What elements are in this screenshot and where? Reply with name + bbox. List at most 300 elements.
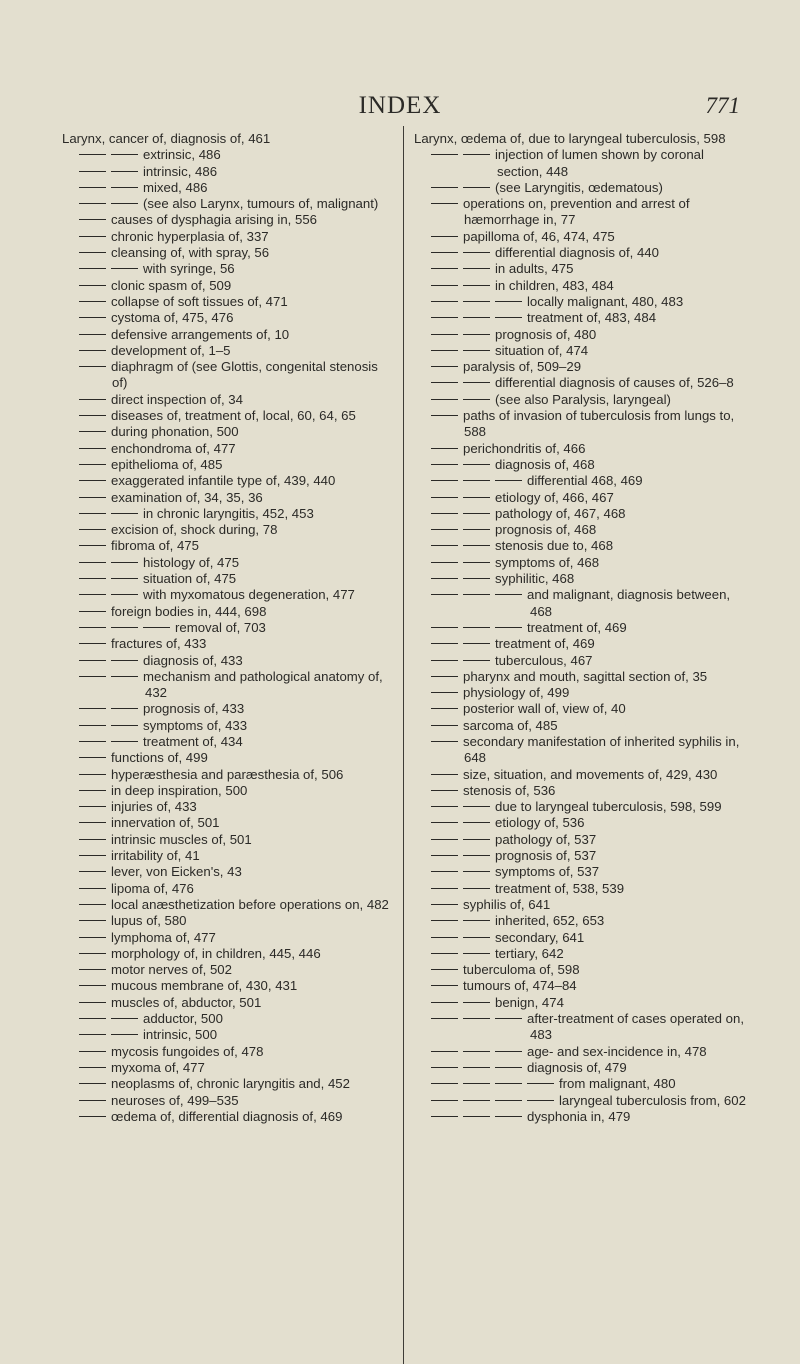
index-entry: [414, 783, 748, 799]
index-entry-text: in chronic laryngitis, 452, 453: [143, 505, 314, 521]
index-entry: [414, 1011, 748, 1044]
index-entry-text: intrinsic, 500: [143, 1027, 218, 1043]
index-entry-text: syphilitic, 468: [495, 571, 575, 587]
repeat-dash: [463, 334, 490, 335]
repeat-dash: [495, 1051, 522, 1052]
page-number: 771: [705, 93, 740, 118]
index-entry-text: stenosis of, 536: [463, 782, 556, 798]
index-entry-text: symptoms of, 468: [495, 554, 600, 570]
index-entry: [414, 327, 748, 343]
index-entry-text: symptoms of, 433: [143, 717, 248, 733]
index-entry-text: differential diagnosis of, 440: [495, 245, 659, 261]
repeat-dash: [463, 268, 490, 269]
index-entry-text: with syringe, 56: [143, 261, 235, 277]
repeat-dash: [463, 839, 490, 840]
index-entry-text: differential diagnosis of causes of, 526–8: [495, 375, 734, 391]
repeat-dash: [431, 822, 458, 823]
index-entry-text: etiology of, 536: [495, 815, 585, 831]
repeat-dash: [111, 725, 138, 726]
index-entry: [62, 261, 395, 277]
repeat-dash: [79, 1067, 106, 1068]
index-entry: [62, 815, 395, 831]
index-entry-text: during phonation, 500: [111, 424, 239, 440]
repeat-dash: [431, 334, 458, 335]
repeat-dash: [431, 660, 458, 661]
repeat-dash: [79, 350, 106, 351]
repeat-dash: [463, 937, 490, 938]
index-entry: [62, 1060, 395, 1076]
index-entry: [414, 294, 748, 310]
repeat-dash: [431, 154, 458, 155]
index-entry: [62, 995, 395, 1011]
repeat-dash: [463, 497, 490, 498]
index-entry: [414, 131, 748, 147]
index-entry: [414, 147, 748, 180]
repeat-dash: [431, 676, 458, 677]
repeat-dash: [495, 594, 522, 595]
index-entry: [414, 571, 748, 587]
index-entry-text: cleansing of, with spray, 56: [111, 245, 270, 261]
repeat-dash: [79, 236, 106, 237]
index-entry-text: pathology of, 537: [495, 831, 597, 847]
index-entry-text: mycosis fungoides of, 478: [111, 1043, 264, 1059]
repeat-dash: [79, 187, 106, 188]
repeat-dash: [79, 219, 106, 220]
repeat-dash: [79, 203, 106, 204]
repeat-dash: [79, 1116, 106, 1117]
index-entry: [414, 506, 748, 522]
index-entry: [62, 278, 395, 294]
repeat-dash: [431, 806, 458, 807]
repeat-dash: [79, 431, 106, 432]
repeat-dash: [431, 366, 458, 367]
page-title: INDEX: [358, 92, 442, 119]
repeat-dash: [431, 839, 458, 840]
index-entry-text: symptoms of, 537: [495, 864, 600, 880]
index-entry: [414, 408, 748, 441]
index-entry: [62, 441, 395, 457]
index-entry: [62, 881, 395, 897]
index-entry: [414, 848, 748, 864]
page-header: [0, 92, 800, 122]
repeat-dash: [79, 529, 106, 530]
repeat-dash: [79, 334, 106, 335]
index-entry: [62, 1044, 395, 1060]
index-entry: [414, 441, 748, 457]
index-entry-text: paralysis of, 509–29: [463, 359, 582, 375]
index-entry-text: paths of invasion of tuberculosis from lungs to, 588: [463, 408, 735, 440]
repeat-dash: [111, 708, 138, 709]
index-entry: [62, 978, 395, 994]
index-entry-text: (see also Paralysis, laryngeal): [495, 391, 671, 407]
index-entry: [414, 278, 748, 294]
repeat-dash: [111, 154, 138, 155]
index-entry: [414, 701, 748, 717]
repeat-dash: [79, 822, 106, 823]
index-entry: [62, 767, 395, 783]
index-entry-text: diagnosis of, 433: [143, 652, 243, 668]
index-entry: [62, 799, 395, 815]
index-entry-text: mucous membrane of, 430, 431: [111, 978, 298, 994]
index-entry-text: diseases of, treatment of, local, 60, 64, 65: [111, 408, 356, 424]
index-entry-text: injection of lumen shown by coronal section, 448: [495, 147, 704, 179]
index-entry: [414, 490, 748, 506]
index-entry: [62, 750, 395, 766]
repeat-dash: [431, 187, 458, 188]
repeat-dash: [463, 806, 490, 807]
index-entry: [414, 995, 748, 1011]
index-entry: [414, 261, 748, 277]
repeat-dash: [79, 806, 106, 807]
index-entry: [414, 946, 748, 962]
repeat-dash: [79, 562, 106, 563]
index-entry-text: development of, 1–5: [111, 342, 231, 358]
repeat-dash: [79, 1083, 106, 1084]
repeat-dash: [79, 708, 106, 709]
repeat-dash: [79, 839, 106, 840]
column-divider: [403, 126, 404, 1364]
index-entry-text: prognosis of, 468: [495, 522, 597, 538]
index-entry-text: from malignant, 480: [559, 1076, 676, 1092]
repeat-dash: [79, 855, 106, 856]
repeat-dash: [79, 888, 106, 889]
index-entry-text: pathology of, 467, 468: [495, 505, 626, 521]
index-entry: [414, 620, 748, 636]
repeat-dash: [79, 757, 106, 758]
repeat-dash: [431, 741, 458, 742]
index-entry-text: tuberculous, 467: [495, 652, 593, 668]
repeat-dash: [143, 627, 170, 628]
repeat-dash: [463, 154, 490, 155]
index-entry: [414, 669, 748, 685]
index-entry: [62, 164, 395, 180]
repeat-dash: [431, 1051, 458, 1052]
index-entry-text: perichondritis of, 466: [463, 440, 586, 456]
index-entry-text: extrinsic, 486: [143, 147, 221, 163]
repeat-dash: [431, 855, 458, 856]
index-entry-text: clonic spasm of, 509: [111, 277, 232, 293]
repeat-dash: [431, 708, 458, 709]
index-entry-text: dysphonia in, 479: [527, 1108, 631, 1124]
index-entry-text: treatment of, 483, 484: [527, 310, 657, 326]
index-entry-text: lever, von Eicken's, 43: [111, 864, 242, 880]
index-entry-text: adductor, 500: [143, 1011, 223, 1027]
repeat-dash: [79, 399, 106, 400]
repeat-dash: [79, 660, 106, 661]
repeat-dash: [431, 562, 458, 563]
repeat-dash: [463, 464, 490, 465]
index-entry-text: locally malignant, 480, 483: [527, 293, 684, 309]
repeat-dash: [463, 562, 490, 563]
index-entry: [414, 897, 748, 913]
repeat-dash: [79, 1034, 106, 1035]
index-entry: [62, 229, 395, 245]
repeat-dash: [431, 545, 458, 546]
repeat-dash: [111, 1034, 138, 1035]
repeat-dash: [431, 236, 458, 237]
repeat-dash: [111, 562, 138, 563]
repeat-dash: [431, 969, 458, 970]
repeat-dash: [463, 350, 490, 351]
index-entry-text: morphology of, in children, 445, 446: [111, 945, 321, 961]
index-entry: [62, 180, 395, 196]
index-entry-text: exaggerated infantile type of, 439, 440: [111, 473, 336, 489]
index-entry-text: in adults, 475: [495, 261, 574, 277]
repeat-dash: [431, 1083, 458, 1084]
index-entry-text: direct inspection of, 34: [111, 391, 243, 407]
index-entry-text: stenosis due to, 468: [495, 538, 614, 554]
index-entry: [62, 587, 395, 603]
index-entry: [62, 669, 395, 702]
repeat-dash: [431, 1100, 458, 1101]
index-entry-text: removal of, 703: [175, 619, 266, 635]
index-entry-text: prognosis of, 480: [495, 326, 597, 342]
index-entry: [62, 196, 395, 212]
index-entry: [62, 913, 395, 929]
repeat-dash: [431, 904, 458, 905]
index-entry-text: foreign bodies in, 444, 698: [111, 603, 267, 619]
index-entry: [62, 1093, 395, 1109]
index-entry-text: mixed, 486: [143, 179, 208, 195]
repeat-dash: [79, 611, 106, 612]
repeat-dash: [463, 1083, 490, 1084]
index-entry: [414, 555, 748, 571]
repeat-dash: [463, 594, 490, 595]
repeat-dash: [431, 252, 458, 253]
index-entry-text: inherited, 652, 653: [495, 913, 605, 929]
index-entry-text: motor nerves of, 502: [111, 962, 232, 978]
index-entry: [414, 587, 748, 620]
repeat-dash: [79, 480, 106, 481]
index-entry-text: operations on, prevention and arrest of hæmorrhage in, 77: [463, 196, 690, 228]
index-entry: [62, 408, 395, 424]
repeat-dash: [111, 627, 138, 628]
index-entry: [414, 767, 748, 783]
repeat-dash: [431, 513, 458, 514]
index-entry-text: situation of, 475: [143, 571, 237, 587]
index-entry: [62, 1011, 395, 1027]
index-entry-text: epithelioma of, 485: [111, 456, 223, 472]
repeat-dash: [463, 187, 490, 188]
index-entry-text: examination of, 34, 35, 36: [111, 489, 263, 505]
repeat-dash: [431, 643, 458, 644]
index-entry-text: physiology of, 499: [463, 685, 570, 701]
index-entry-text: enchondroma of, 477: [111, 440, 236, 456]
index-entry: [62, 848, 395, 864]
repeat-dash: [431, 415, 458, 416]
repeat-dash: [79, 985, 106, 986]
repeat-dash: [431, 1002, 458, 1003]
index-entry-text: neoplasms of, chronic laryngitis and, 452: [111, 1076, 350, 1092]
repeat-dash: [463, 301, 490, 302]
index-entry-text: mechanism and pathological anatomy of, 432: [143, 668, 383, 701]
index-entry: [414, 913, 748, 929]
repeat-dash: [79, 920, 106, 921]
index-entry: [414, 473, 748, 489]
index-entry-text: œdema of, differential diagnosis of, 469: [111, 1108, 343, 1124]
index-entry: [62, 962, 395, 978]
repeat-dash: [431, 285, 458, 286]
repeat-dash: [79, 676, 106, 677]
index-entry: [414, 734, 748, 767]
repeat-dash: [111, 1018, 138, 1019]
index-entry: [414, 864, 748, 880]
index-entry: [62, 1109, 395, 1125]
repeat-dash: [79, 1002, 106, 1003]
index-entry-text: fibroma of, 475: [111, 538, 199, 554]
repeat-dash: [463, 855, 490, 856]
index-entry: [62, 571, 395, 587]
repeat-dash: [431, 888, 458, 889]
index-entry: [62, 1076, 395, 1092]
repeat-dash: [431, 774, 458, 775]
index-entry: [414, 522, 748, 538]
repeat-dash: [431, 692, 458, 693]
index-entry-text: diagnosis of, 468: [495, 456, 595, 472]
repeat-dash: [79, 448, 106, 449]
index-entry: [414, 685, 748, 701]
index-entry-text: local anæsthetization before operations on, 482: [111, 896, 389, 912]
repeat-dash: [79, 301, 106, 302]
index-entry-text: papilloma of, 46, 474, 475: [463, 228, 615, 244]
index-entry: [414, 1109, 748, 1125]
index-entry-text: cystoma of, 475, 476: [111, 310, 234, 326]
index-entry: [414, 359, 748, 375]
repeat-dash: [111, 741, 138, 742]
index-entry: [414, 310, 748, 326]
repeat-dash: [463, 1018, 490, 1019]
repeat-dash: [431, 953, 458, 954]
index-entry: [62, 490, 395, 506]
index-entry-text: etiology of, 466, 467: [495, 489, 614, 505]
index-entry: [62, 131, 395, 147]
index-entry-text: syphilis of, 641: [463, 896, 551, 912]
index-entry-text: fractures of, 433: [111, 636, 207, 652]
index-entry-text: myxoma of, 477: [111, 1059, 205, 1075]
index-entry: [414, 245, 748, 261]
index-entry: [414, 653, 748, 669]
repeat-dash: [79, 1018, 106, 1019]
index-entry-text: Larynx, cancer of, diagnosis of, 461: [62, 131, 271, 146]
repeat-dash: [495, 1067, 522, 1068]
index-entry: [62, 783, 395, 799]
index-entry-text: defensive arrangements of, 10: [111, 326, 290, 342]
repeat-dash: [431, 937, 458, 938]
index-entry: [414, 962, 748, 978]
index-entry: [62, 522, 395, 538]
repeat-dash: [431, 627, 458, 628]
index-entry: [414, 832, 748, 848]
repeat-dash: [431, 399, 458, 400]
repeat-dash: [431, 594, 458, 595]
index-entry-text: with myxomatous degeneration, 477: [143, 587, 355, 603]
index-entry-text: intrinsic, 486: [143, 163, 218, 179]
repeat-dash: [495, 317, 522, 318]
index-entry-text: injuries of, 433: [111, 799, 197, 815]
index-entry: [62, 555, 395, 571]
repeat-dash: [431, 268, 458, 269]
repeat-dash: [111, 171, 138, 172]
index-entry-text: diagnosis of, 479: [527, 1059, 627, 1075]
repeat-dash: [79, 171, 106, 172]
index-entry-text: pharynx and mouth, sagittal section of, 35: [463, 668, 708, 684]
repeat-dash: [463, 513, 490, 514]
index-entry: [414, 180, 748, 196]
repeat-dash: [463, 317, 490, 318]
repeat-dash: [79, 545, 106, 546]
index-entry-text: muscles of, abductor, 501: [111, 994, 262, 1010]
repeat-dash: [79, 252, 106, 253]
repeat-dash: [79, 643, 106, 644]
index-entry: [62, 1027, 395, 1043]
index-entry: [414, 343, 748, 359]
index-entry-text: situation of, 474: [495, 342, 589, 358]
repeat-dash: [463, 822, 490, 823]
repeat-dash: [463, 1067, 490, 1068]
repeat-dash: [431, 317, 458, 318]
repeat-dash: [111, 594, 138, 595]
index-entry: [62, 734, 395, 750]
index-entry: [62, 506, 395, 522]
repeat-dash: [463, 399, 490, 400]
repeat-dash: [79, 285, 106, 286]
index-entry: [414, 375, 748, 391]
repeat-dash: [527, 1100, 554, 1101]
repeat-dash: [495, 1116, 522, 1117]
repeat-dash: [463, 545, 490, 546]
index-entry-text: collapse of soft tissues of, 471: [111, 293, 288, 309]
repeat-dash: [431, 985, 458, 986]
index-entry-text: hyperæsthesia and paræsthesia of, 506: [111, 766, 344, 782]
index-entry: [62, 343, 395, 359]
repeat-dash: [111, 187, 138, 188]
repeat-dash: [79, 937, 106, 938]
repeat-dash: [495, 301, 522, 302]
index-entry-text: differential 468, 469: [527, 473, 643, 489]
repeat-dash: [431, 464, 458, 465]
index-entry-text: due to laryngeal tuberculosis, 598, 599: [495, 799, 722, 815]
index-entry-text: (see also Larynx, tumours of, malignant): [143, 196, 379, 212]
repeat-dash: [431, 203, 458, 204]
index-entry-text: lymphoma of, 477: [111, 929, 216, 945]
repeat-dash: [79, 578, 106, 579]
repeat-dash: [463, 252, 490, 253]
index-entry-text: age- and sex-incidence in, 478: [527, 1043, 707, 1059]
repeat-dash: [431, 497, 458, 498]
index-entry: [62, 310, 395, 326]
repeat-dash: [463, 529, 490, 530]
index-entry-text: prognosis of, 433: [143, 701, 245, 717]
repeat-dash: [463, 888, 490, 889]
index-entry-text: benign, 474: [495, 994, 564, 1010]
index-entry-text: functions of, 499: [111, 750, 208, 766]
index-entry: [62, 147, 395, 163]
repeat-dash: [79, 953, 106, 954]
repeat-dash: [463, 1002, 490, 1003]
index-entry-text: size, situation, and movements of, 429, 430: [463, 766, 718, 782]
repeat-dash: [463, 578, 490, 579]
repeat-dash: [495, 1018, 522, 1019]
index-entry: [414, 978, 748, 994]
repeat-dash: [463, 1116, 490, 1117]
index-entry-text: (see Laryngitis, œdematous): [495, 179, 663, 195]
index-entry-text: treatment of, 469: [495, 636, 595, 652]
repeat-dash: [431, 448, 458, 449]
index-column-left: [62, 131, 395, 1125]
index-entry-text: secondary, 641: [495, 929, 585, 945]
repeat-dash: [111, 203, 138, 204]
index-entry-text: sarcoma of, 485: [463, 717, 558, 733]
